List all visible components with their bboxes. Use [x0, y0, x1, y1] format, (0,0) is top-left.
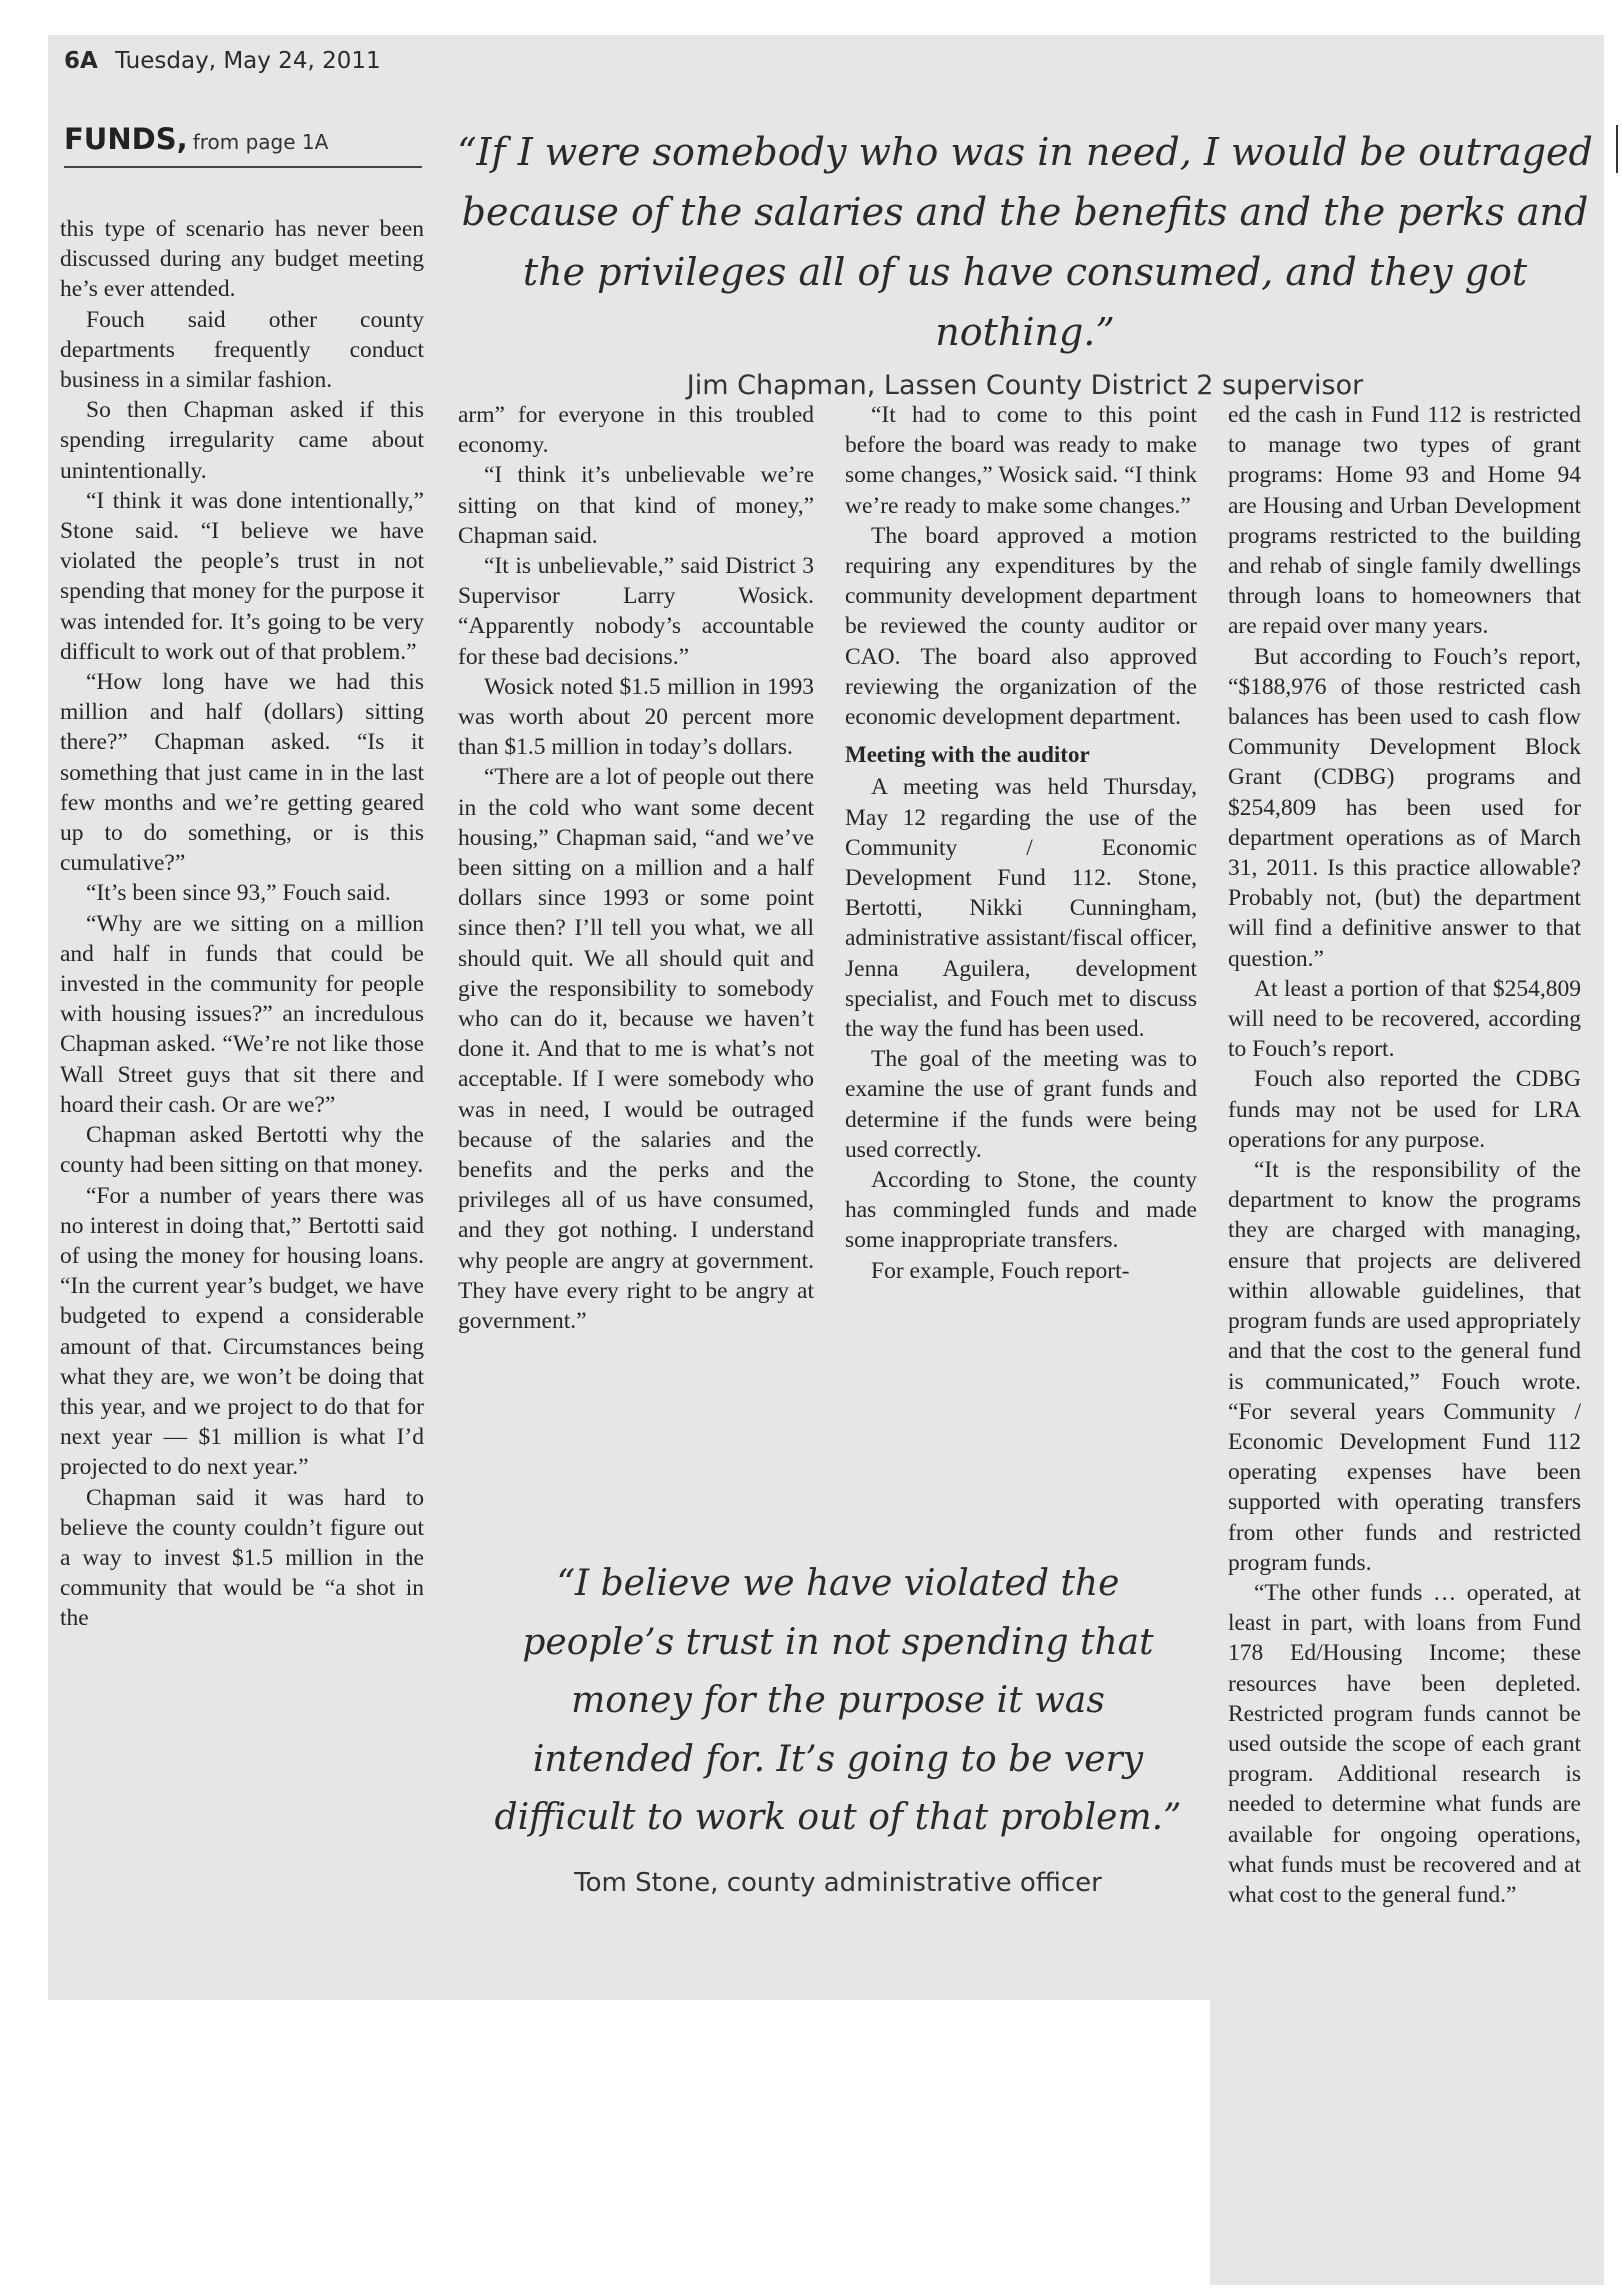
paragraph: arm” for everyone in this troubled economy. [458, 402, 814, 459]
article-column-4 [1228, 400, 1581, 1910]
paragraph: A meeting was held Thursday, May 12 regarding the use of the Community / Economic Development Fund 112. Stone, Bertotti, Nikki Cunningham, administrative assistant/fiscal officer, Jenna Aguilera, development specialist, and Fouch met to discuss the way the fund has been used. [845, 774, 1197, 1043]
article-column-3 [845, 400, 1197, 1286]
paragraph: “It is unbelievable,” said District 3 Supervisor Larry Wosick. “Apparently nobody’s accountable for these bad decisions.” [458, 553, 814, 670]
clipping-tail [1210, 1995, 1604, 2285]
paragraph: “I think it’s unbelievable we’re sitting on that kind of money,” Chapman said. [458, 462, 814, 549]
article-column-2 [458, 400, 814, 1336]
paragraph: At least a portion of that $254,809 will need to be recovered, according to Fouch’s report. [1228, 975, 1581, 1063]
paragraph: “Why are we sitting on a million and half in funds that could be invested in the community for people with housing issues?” an incredulous Chapman asked. “We’re not like those Wall Street guys that sit there and hoard their cash. Or are we?” [60, 910, 424, 1118]
paragraph: “For a number of years there was no interest in doing that,” Bertotti said of using the money for housing loans. “In the current year’s budget, we have budgeted to expend a considerable amount of that. Circumstances being what they are, we won’t be doing that this year, and we project to do that for next year — $1 million is what I’d projected to do next year.” [60, 1182, 424, 1481]
paragraph: Fouch also reported the CDBG funds may not be used for LRA operations for any purpose. [1228, 1066, 1581, 1153]
pull-quote-top [450, 122, 1600, 401]
paragraph: Chapman asked Bertotti why the county had been sitting on that money. [60, 1122, 424, 1179]
pull-quote-attribution: Jim Chapman, Lassen County District 2 supervisor [686, 370, 1364, 401]
pull-quote-text: “I believe we have violated the people’s trust in not spending that money for the purpose it was intended for. It’s going to be very difficult to work out of that problem.” [494, 1563, 1182, 1838]
paragraph: Fouch said other county departments frequently conduct business in a similar fashion. [60, 306, 424, 394]
subhead: Meeting with the auditor [845, 742, 1090, 768]
page-number: 6A [64, 48, 98, 74]
page-header [64, 48, 381, 74]
publication-date: Tuesday, May 24, 2011 [115, 48, 381, 74]
paragraph: “The other funds … operated, at least in part, with loans from Fund 178 Ed/Housing Income; these resources have been depleted. Restricted program funds cannot be used outside the scope of each grant program. Additional research is needed to determine what funds are available for ongoing operations, what funds must be recovered and at what cost to the general fund.” [1228, 1579, 1581, 1908]
paragraph: “I think it was done intentionally,” Stone said. “I believe we have violated the people’s trust in not spending that money for the purpose it was intended for. It’s going to be very difficult to work out of that problem.” [60, 487, 424, 665]
paragraph: The goal of the meeting was to examine the use of grant funds and determine if the funds were being used correctly. [845, 1046, 1197, 1163]
pull-quote-bottom [488, 1555, 1188, 1898]
paragraph: ed the cash in Fund 112 is restricted to manage two types of grant programs: Home 93 and Home 94 are Housing and Urban Development programs restricted to the building and rehab of single family dwellings through loans to homeowners that are repaid over many years. [1228, 402, 1581, 640]
clipping-notch [1185, 1950, 1215, 2000]
paragraph: “It is the responsibility of the department to know the programs they are charged with managing, ensure that projects are delivered within allowable guidelines, that program funds are used appropriately and that the cost to the general fund is communicated,” Fouch wrote. “For several years Community / Economic Development Fund 112 operating expenses have been supported with operating transfers from other funds and restricted program funds. [1228, 1157, 1581, 1576]
paragraph: “How long have we had this million and half (dollars) sitting there?” Chapman asked. “Is it something that just came in in the last few months and we’re getting geared up to do something, or is this cumulative?” [60, 669, 424, 877]
jump-slug: FUNDS, [64, 122, 188, 156]
article-column-1 [60, 214, 424, 1634]
paragraph: Wosick noted $1.5 million in 1993 was worth about 20 percent more than $1.5 million in today’s dollars. [458, 673, 814, 761]
paragraph: “It had to come to this point before the board was ready to make some changes,” Wosick said. “I think we’re ready to make some changes.” [845, 402, 1197, 519]
paragraph: But according to Fouch’s report, “$188,976 of those restricted cash balances has been used to cash flow Community Development Block Grant (CDBG) programs and $254,809 has been used for department operations as of March 31, 2011. Is this practice allowable? Probably not, (but) the department will find a definitive answer to that question.” [1228, 643, 1581, 972]
pull-quote-attribution: Tom Stone, county administrative officer [574, 1867, 1102, 1898]
paragraph: “It’s been since 93,” Fouch said. [86, 880, 391, 907]
paragraph: According to Stone, the county has commingled funds and made some inappropriate transfers. [845, 1167, 1197, 1254]
paragraph: So then Chapman asked if this spending irregularity came about unintentionally. [60, 397, 424, 484]
paragraph: For example, Fouch report- [871, 1257, 1130, 1284]
jump-from: from page 1A [192, 130, 329, 154]
paragraph: Chapman said it was hard to believe the county couldn’t figure out a way to invest $1.5 million in the community that would be “a shot in the [60, 1484, 424, 1632]
paragraph: “There are a lot of people out there in the cold who want some decent housing,” Chapman said, “and we’ve been sitting on a million and a half dollars since 1993 or some point since then? I’ll tell you what, we all should quit. We all should quit and give the responsibility to somebody who can do it, because we haven’t done it. And that to me is what’s not acceptable. If I were somebody who was in need, I would be outraged because of the salaries and the benefits and the perks and the privileges all of us have consumed, and they got nothing. I understand why people are angry at government. They have every right to be angry at government.” [458, 764, 814, 1335]
paragraph: this type of scenario has never been discussed during any budget meeting he’s ever attended. [60, 216, 424, 303]
edge-rule [1616, 125, 1618, 173]
jump-head [64, 122, 422, 168]
paragraph: The board approved a motion requiring any expenditures by the community development department be reviewed the county auditor or CAO. The board also approved reviewing the organization of the economic development department. [845, 522, 1197, 731]
pull-quote-text: “If I were somebody who was in need, I would be outraged because of the salaries and the benefits and the perks and the privileges all of us have consumed, and they got nothing.” [457, 130, 1593, 354]
